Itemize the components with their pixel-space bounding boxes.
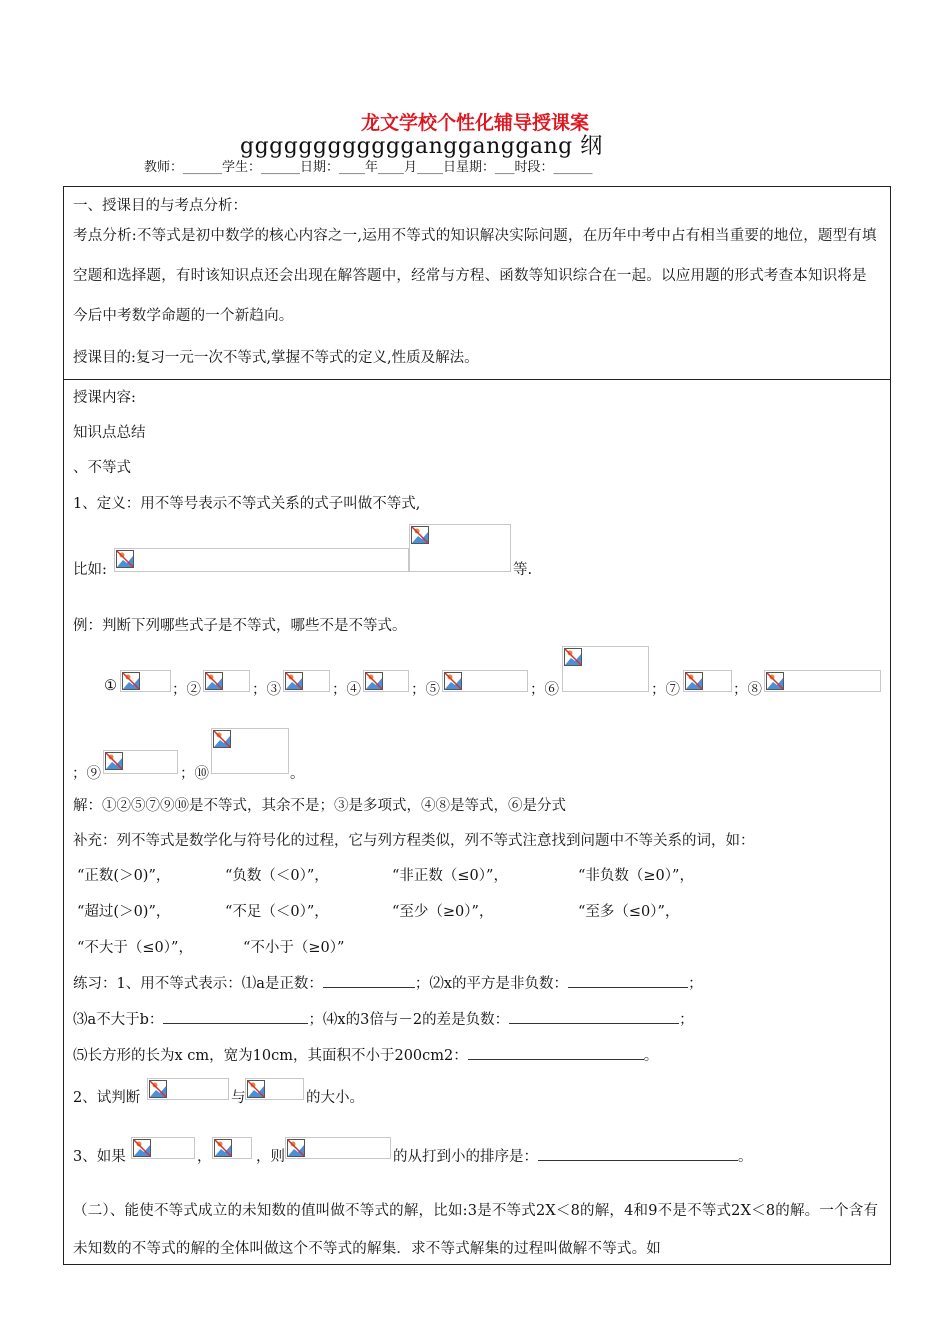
question-2: 2、试判断	[73, 1090, 141, 1106]
answer-blank[interactable]	[163, 1011, 308, 1024]
item-label: ；⑧	[733, 682, 762, 698]
item-label: ；③	[252, 682, 281, 698]
example-prompt: 例：判断下列哪些式子是不等式，哪些不是不等式。	[73, 618, 407, 634]
practice-text: ⑶a不大于b：	[73, 1012, 164, 1028]
broken-image-icon	[205, 672, 223, 690]
example-prefix: 比如:	[73, 562, 107, 578]
answer-blank[interactable]	[509, 1011, 679, 1024]
keyword: “负数（＜0）”，	[225, 868, 329, 884]
broken-image-icon	[287, 1139, 305, 1157]
practice-line	[73, 1044, 658, 1065]
answer-blank[interactable]	[568, 975, 688, 988]
formula-image	[283, 670, 330, 692]
question-3: 3、如果	[73, 1149, 126, 1165]
formula-image	[363, 670, 409, 692]
practice-text: ；	[679, 1012, 694, 1028]
practice-line	[73, 972, 703, 993]
broken-image-icon	[411, 526, 429, 544]
practice-text: ⑸长方形的长为x cm，宽为10cm，其面积不小于200cm2：	[73, 1048, 468, 1064]
example-suffix: 等.	[513, 562, 533, 578]
item-label: ；④	[332, 682, 361, 698]
practice-text: ；⑵x的平方是非负数：	[414, 976, 569, 992]
broken-image-icon	[149, 1080, 167, 1098]
practice-text: ；	[688, 976, 703, 992]
formula-image	[212, 1137, 252, 1159]
formula-image	[147, 1078, 229, 1100]
broken-image-icon	[564, 648, 582, 666]
keyword: “正数(＞0)”，	[77, 868, 171, 884]
keyword: “超过(＞0)”，	[77, 904, 171, 920]
formula-image	[245, 1078, 304, 1100]
answer-blank[interactable]	[323, 975, 415, 988]
broken-image-icon	[116, 550, 134, 568]
part2-paragraph: （二）、能使不等式成立的未知数的值叫做不等式的解，比如:3是不等式2X＜8的解，4和9不是不等式2X＜8的解。一个含有未知数的不等式的解的全体叫做这个不等式的解集．求不等式解集的过程叫做解不等式。如	[73, 1203, 879, 1257]
broken-image-icon	[365, 672, 383, 690]
broken-image-icon	[105, 752, 123, 770]
meta-line: 教师：______学生：______日期：____年____月____日星期：___时段：______	[144, 160, 593, 175]
question-3-text: ，	[197, 1149, 212, 1165]
question-3-text: ，则	[256, 1149, 285, 1165]
broken-image-icon	[766, 672, 784, 690]
item-label: 。	[290, 766, 305, 782]
analysis-paragraph: 考点分析:不等式是初中数学的核心内容之一,运用不等式的知识解决实际问题，在历年中考中占有相当重要的地位，题型有填空题和选择题，有时该知识点还会出现在解答题中，经常与方程、函数等知识综合在一起。以应用题的形式考查本知识将是今后中考数学命题的一个新趋向。	[73, 228, 877, 324]
question-2-text: 的大小。	[306, 1090, 364, 1106]
formula-image	[562, 646, 649, 692]
formula-image	[442, 670, 528, 692]
formula-image	[203, 670, 250, 692]
supplement-text: 补充：列不等式是数学化与符号化的过程，它与列方程类似，列不等式注意找到问题中不等关系的词，如：	[73, 833, 755, 849]
formula-image	[131, 1137, 195, 1159]
keyword: “不小于（≥0）”	[243, 940, 345, 956]
keyword: “至多（≤0）”，	[578, 904, 680, 920]
definition-text: 1、定义：用不等号表示不等式关系的式子叫做不等式,	[73, 496, 421, 512]
practice-text: 。	[643, 1048, 659, 1064]
answer-blank[interactable]	[538, 1148, 738, 1161]
item-label: ；②	[172, 682, 201, 698]
question-2-text: 与	[231, 1090, 246, 1106]
broken-image-icon	[247, 1080, 265, 1098]
formula-image	[120, 670, 171, 692]
page-title: 龙文学校个性化辅导授课案	[360, 112, 589, 134]
practice-line	[73, 1008, 694, 1029]
practice-text: 练习：1、用不等式表示：⑴a是正数：	[73, 976, 323, 992]
item-label: ；⑦	[651, 682, 680, 698]
formula-image	[409, 524, 511, 572]
broken-image-icon	[444, 672, 462, 690]
formula-image	[683, 670, 732, 692]
broken-image-icon	[685, 672, 703, 690]
answer-blank[interactable]	[468, 1047, 644, 1060]
formula-image	[211, 728, 289, 774]
goal-text: 授课目的:复习一元一次不等式,掌握不等式的定义,性质及解法。	[73, 350, 479, 366]
formula-image	[103, 750, 178, 774]
formula-image	[285, 1137, 391, 1159]
keyword: “非负数（≥0）”，	[578, 868, 694, 884]
broken-image-icon	[214, 1139, 232, 1157]
section2-heading: 授课内容:	[73, 390, 136, 406]
keyword: “至少（≥0）”，	[392, 904, 494, 920]
garbled-text: ggggggggggggangganggang 纲	[240, 134, 603, 159]
keyword: “非正数（≤0）”，	[392, 868, 508, 884]
summary-label: 知识点总结	[73, 425, 146, 441]
broken-image-icon	[213, 730, 231, 748]
item-label: ；⑤	[411, 682, 440, 698]
practice-text: ；⑷x的3倍与－2的差是负数：	[308, 1012, 510, 1028]
formula-image	[764, 670, 881, 692]
item-label: ①	[104, 678, 117, 694]
question-3-text: 。	[738, 1149, 753, 1165]
question-3-text	[393, 1145, 753, 1166]
question-3-text: 的从打到小的排序是：	[393, 1149, 538, 1165]
item-label: ；⑨	[72, 766, 101, 782]
answer-text: 解：①②⑤⑦⑨⑩是不等式，其余不是；③是多项式，④⑧是等式，⑥是分式	[73, 798, 566, 814]
broken-image-icon	[285, 672, 303, 690]
sub-heading: 、不等式	[73, 460, 131, 476]
item-label: ；⑩	[180, 766, 209, 782]
formula-image	[114, 548, 409, 572]
broken-image-icon	[133, 1139, 151, 1157]
section1-heading: 一、授课目的与考点分析：	[73, 198, 247, 214]
broken-image-icon	[122, 672, 140, 690]
keyword: “不大于（≤0）”，	[77, 940, 193, 956]
keyword: “不足（＜0）”，	[225, 904, 329, 920]
item-label: ；⑥	[530, 682, 559, 698]
